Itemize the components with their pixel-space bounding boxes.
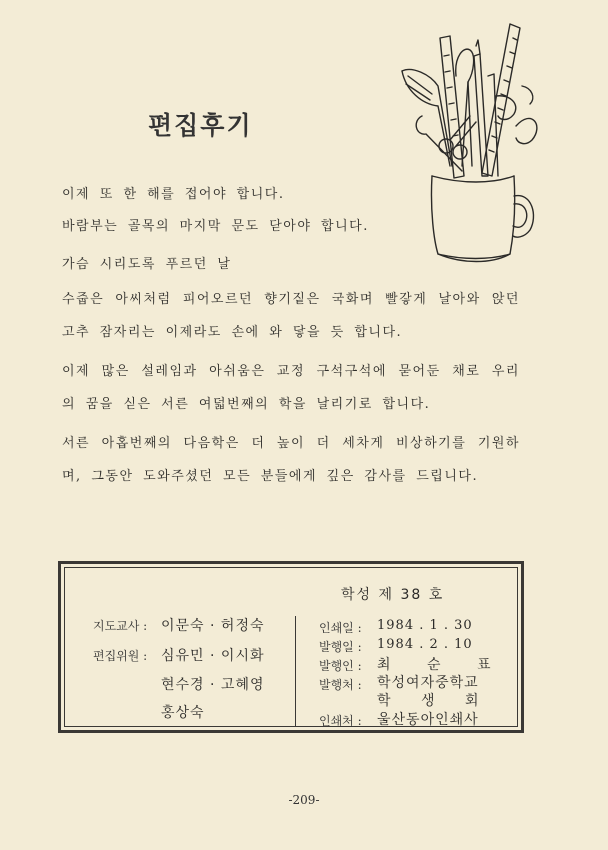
- issuer-council: 학 생 회: [377, 693, 492, 709]
- printer-name: 울산동아인쇄사: [377, 712, 479, 728]
- paragraph-line: 이제 또 한 해를 접어야 합니다.: [62, 187, 285, 202]
- editor-names-1: 심유민 · 이시화: [161, 648, 265, 664]
- paragraph-line: 서른 아홉번째의 다음학은 더 높이 더 세차게 비상하기를 기원하: [62, 436, 520, 451]
- paragraph-line: 바람부는 골목의 마지막 문도 닫아야 합니다.: [62, 219, 369, 234]
- paragraph-line: 고추 잠자리는 이제라도 손에 와 닿을 듯 합니다.: [62, 325, 403, 340]
- colophon-box: [58, 561, 524, 733]
- print-date-label: 인쇄일 :: [319, 621, 362, 635]
- editors-label: 편집위원 :: [93, 649, 148, 663]
- colophon-divider: [295, 616, 296, 726]
- publish-date: 1984 . 2 . 10: [377, 637, 473, 652]
- paragraph-line: 며, 그동안 도와주셨던 모든 분들에게 깊은 감사를 드립니다.: [62, 469, 479, 484]
- paragraph-line: 의 꿈을 싣은 서른 여덟번째의 학을 날리기로 합니다.: [62, 397, 431, 412]
- publish-date-label: 발행일 :: [319, 640, 362, 654]
- paragraph-line: 가슴 시리도록 푸르던 날: [62, 257, 232, 272]
- editor-names-2: 현수경 · 고혜영: [161, 677, 265, 693]
- page-title: 편집후기: [148, 111, 253, 140]
- advisor-label: 지도교사 :: [93, 619, 148, 633]
- colophon-inner-border: [64, 567, 518, 727]
- printer-label: 인쇄처 :: [319, 714, 362, 728]
- paragraph-line: 수줍은 아씨처럼 피어오르던 향기짙은 국화며 빨갛게 날아와 앉던: [62, 292, 520, 307]
- page-number: -209-: [288, 793, 320, 807]
- issuer-label: 발행처 :: [319, 678, 362, 692]
- issue-number: 학성 제 38 호: [341, 587, 445, 603]
- print-date: 1984 . 1 . 30: [377, 618, 473, 633]
- paragraph-line: 이제 많은 설레임과 아쉬움은 교정 구석구석에 묻어둔 채로 우리: [62, 364, 520, 379]
- publisher-label: 발행인 :: [319, 659, 362, 673]
- advisor-names: 이문숙 · 허정숙: [161, 618, 265, 634]
- issuer-school: 학성여자중학교: [377, 675, 479, 691]
- editor-names-3: 홍상숙: [161, 705, 205, 721]
- publisher-name: 최 순 표: [377, 657, 507, 673]
